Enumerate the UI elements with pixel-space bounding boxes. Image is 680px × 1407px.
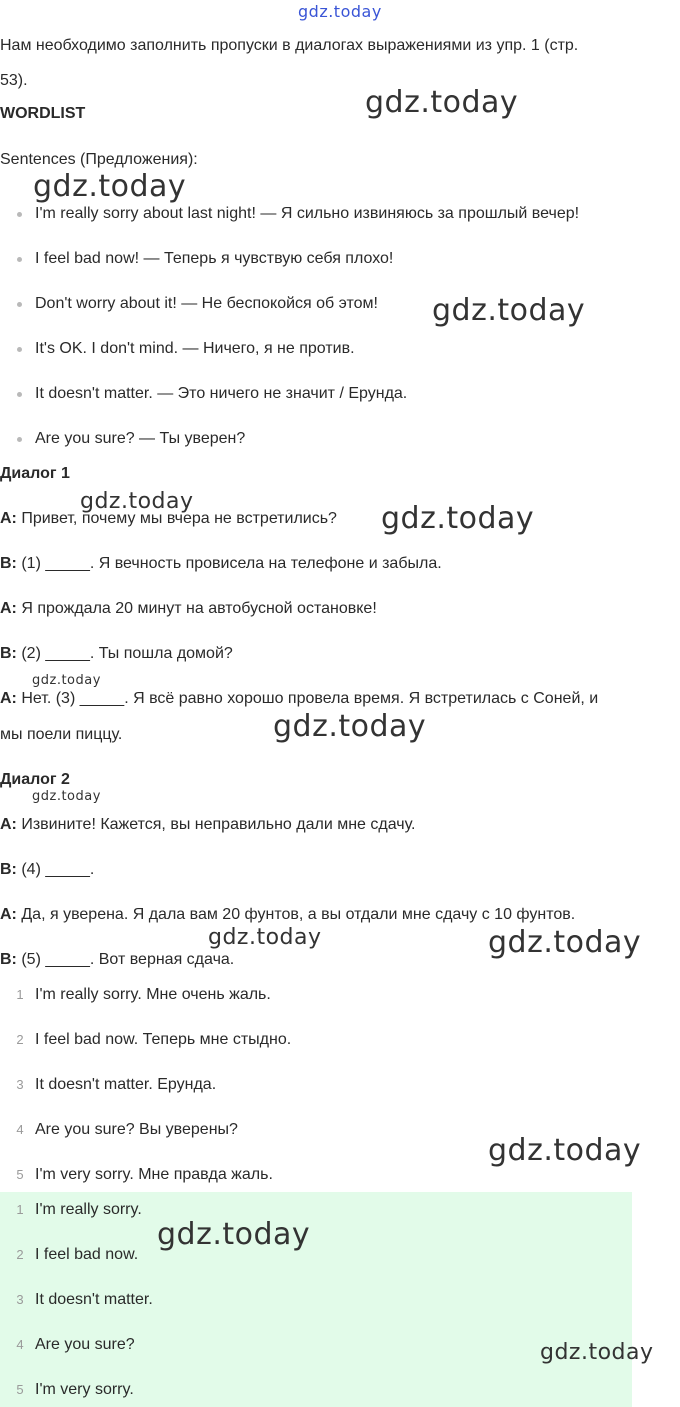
list-item: Don't worry about it! — Не беспокойся об этом! xyxy=(35,295,378,312)
bullet xyxy=(17,437,22,442)
speaker: A: xyxy=(0,510,17,527)
list-number: 2 xyxy=(16,1032,24,1047)
list-item: It doesn't matter. Ерунда. xyxy=(35,1076,217,1093)
answer-number: 2 xyxy=(16,1247,24,1262)
list-item: Are you sure? Вы уверены? xyxy=(35,1121,238,1138)
watermark: gdz.today xyxy=(381,501,535,536)
dialog-line xyxy=(0,644,233,664)
wordlist-heading: WORDLIST xyxy=(0,105,86,122)
watermark: gdz.today xyxy=(208,925,322,950)
list-item: Are you sure? — Ты уверен? xyxy=(35,430,246,447)
watermark: gdz.today xyxy=(157,1217,311,1252)
dialog-text: Я прождала 20 минут на автобусной остановке! xyxy=(21,600,377,617)
dialog-line xyxy=(0,509,337,529)
speaker: B: xyxy=(0,861,17,878)
dialog-line xyxy=(0,905,575,925)
speaker: A: xyxy=(0,906,17,923)
dialog-line xyxy=(0,554,442,574)
list-item: I'm very sorry. Мне правда жаль. xyxy=(35,1166,273,1183)
speaker: A: xyxy=(0,690,17,707)
dialog-line xyxy=(0,950,234,970)
speaker: B: xyxy=(0,645,17,662)
dialog-text: (5) _____. Вот верная сдача. xyxy=(21,951,235,968)
dialog-text: (4) _____. xyxy=(21,861,95,878)
list-number: 5 xyxy=(16,1167,24,1182)
watermark: gdz.today xyxy=(33,169,187,204)
dialog-line xyxy=(0,689,598,709)
sentences-heading: Sentences (Предложения): xyxy=(0,151,198,168)
intro-line: Нам необходимо заполнить пропуски в диалогах выражениями из упр. 1 (стр. xyxy=(0,37,579,54)
dialog-text: Нет. (3) _____. Я всё равно хорошо провела время. Я встретилась с Соней, и xyxy=(21,690,599,707)
watermark: gdz.today xyxy=(80,489,194,514)
list-item: I'm really sorry about last night! — Я сильно извиняюсь за прошлый вечер! xyxy=(35,205,580,222)
answer-number: 4 xyxy=(16,1337,24,1352)
watermark: gdz.today xyxy=(540,1340,654,1365)
watermark: gdz.today xyxy=(32,673,101,688)
speaker: B: xyxy=(0,555,17,572)
list-item: I'm really sorry. Мне очень жаль. xyxy=(35,986,271,1003)
list-number: 4 xyxy=(16,1122,24,1137)
dialog-text: Привет, почему мы вчера не встретились? xyxy=(21,510,337,527)
list-item: I feel bad now. Теперь мне стыдно. xyxy=(35,1031,292,1048)
watermark: gdz.today xyxy=(32,789,101,804)
dialog-text: (1) _____. Я вечность провисела на телефоне и забыла. xyxy=(21,555,442,572)
bullet xyxy=(17,392,22,397)
list-item: It doesn't matter. — Это ничего не значит / Ерунда. xyxy=(35,385,408,402)
answer-item: I'm really sorry. xyxy=(35,1201,142,1218)
watermark: gdz.today xyxy=(488,925,642,960)
watermark: gdz.today xyxy=(273,709,427,744)
bullet xyxy=(17,302,22,307)
list-number: 3 xyxy=(16,1077,24,1092)
bullet xyxy=(17,257,22,262)
speaker: A: xyxy=(0,600,17,617)
dialog-line xyxy=(0,860,94,880)
answer-item: It doesn't matter. xyxy=(35,1291,153,1308)
watermark: gdz.today xyxy=(488,1133,642,1168)
speaker: B: xyxy=(0,951,17,968)
list-item: I feel bad now! — Теперь я чувствую себя плохо! xyxy=(35,250,394,267)
answer-number: 1 xyxy=(16,1202,24,1217)
dialog-line xyxy=(0,599,377,619)
answer-item: I feel bad now. xyxy=(35,1246,139,1263)
watermark-top: gdz.today xyxy=(298,2,382,21)
dialog-text: (2) _____. Ты пошла домой? xyxy=(21,645,233,662)
answer-number: 5 xyxy=(16,1382,24,1397)
answer-number: 3 xyxy=(16,1292,24,1307)
dialog-line-continuation: мы поели пиццу. xyxy=(0,726,123,743)
dialog-line xyxy=(0,815,415,835)
dialog-text: Извините! Кажется, вы неправильно дали мне сдачу. xyxy=(21,816,416,833)
list-item: It's OK. I don't mind. — Ничего, я не против. xyxy=(35,340,355,357)
dialog-text: Да, я уверена. Я дала вам 20 фунтов, а вы отдали мне сдачу с 10 фунтов. xyxy=(21,906,576,923)
intro-line: 53). xyxy=(0,72,28,89)
dialog-heading: Диалог 1 xyxy=(0,465,70,482)
answer-item: Are you sure? xyxy=(35,1336,135,1353)
bullet xyxy=(17,347,22,352)
watermark: gdz.today xyxy=(432,293,586,328)
bullet xyxy=(17,212,22,217)
watermark: gdz.today xyxy=(365,85,519,120)
list-number: 1 xyxy=(16,987,24,1002)
speaker: A: xyxy=(0,816,17,833)
answer-item: I'm very sorry. xyxy=(35,1381,134,1398)
dialog-heading: Диалог 2 xyxy=(0,771,70,788)
